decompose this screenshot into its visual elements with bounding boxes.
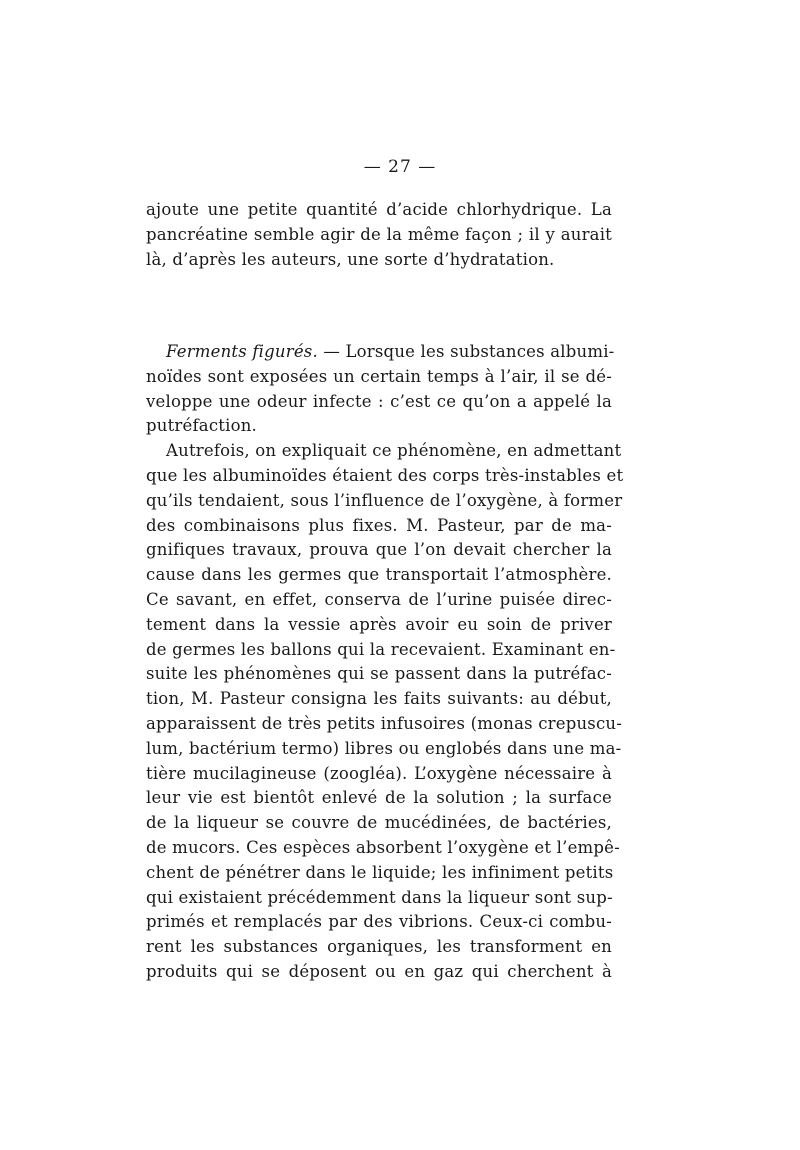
text-line: de germes les ballons qui la recevaient. Examinant en- (146, 639, 616, 659)
text-line: lum, bactérium termo) libres ou englobés dans une ma- (146, 738, 622, 758)
text-line: suite les phénomènes qui se passent dans la putréfac- (146, 664, 612, 684)
text-line: Autrefois, on expliquait ce phénomène, en admettant (166, 441, 622, 461)
text-line: produits qui se déposent ou en gaz qui cherchent à (146, 961, 612, 981)
text-line: veloppe une odeur infecte : c’est ce qu’on a appelé la (146, 391, 612, 411)
text-line: gnifiques travaux, prouva que l’on devait chercher la (146, 540, 612, 560)
text-line: tière mucilagineuse (zoogléa). L’oxygène nécessaire à (146, 763, 612, 783)
text-line: des combinaisons plus fixes. M. Pasteur, par de ma- (146, 515, 612, 535)
text-line: chent de pénétrer dans le liquide; les infiniment petits (146, 862, 614, 882)
text-line: de mucors. Ces espèces absorbent l’oxygène et l’empê- (146, 837, 620, 857)
paragraph-hydratation (146, 198, 612, 272)
text-line: qu’ils tendaient, sous l’influence de l’oxygène, à former (146, 490, 623, 510)
text-line: de la liqueur se couvre de mucédinées, de bactéries, (146, 813, 612, 833)
text-line: primés et remplacés par des vibrions. Ceux-ci combu- (146, 912, 612, 932)
section-heading-ferments-figures: Ferments figurés. (166, 342, 318, 361)
text-line: là, d’après les auteurs, une sorte d’hydratation. (146, 249, 555, 269)
text-line: tement dans la vessie après avoir eu soin de priver (146, 614, 612, 634)
text-line: tion, M. Pasteur consigna les faits suivants: au début, (146, 689, 612, 709)
text-line: Ce savant, en effet, conserva de l’urine puisée direc- (146, 589, 612, 609)
page-number: — 27 — (363, 157, 437, 177)
text-line: rent les substances organiques, les transforment en (146, 937, 612, 957)
text-line-heading (146, 340, 615, 365)
text-line: putréfaction. (146, 416, 257, 436)
heading-line-rest: — Lorsque les substances albumi- (317, 342, 615, 361)
text-line: pancréatine semble agir de la même façon ; il y aurait (146, 224, 612, 244)
paragraph-ferments (146, 340, 624, 985)
text-line: leur vie est bientôt enlevé de la solution ; la surface (146, 788, 612, 808)
text-line: ajoute une petite quantité d’acide chlorhydrique. La (146, 200, 612, 219)
text-line: qui existaient précédemment dans la liqueur sont sup- (146, 887, 613, 907)
text-line: que les albuminoïdes étaient des corps très-instables et (146, 465, 624, 485)
text-line: noïdes sont exposées un certain temps à l’air, il se dé- (146, 366, 612, 386)
text-line: apparaissent de très petits infusoires (monas crepuscu- (146, 713, 623, 733)
text-line: cause dans les germes que transportait l’atmosphère. (146, 565, 612, 585)
